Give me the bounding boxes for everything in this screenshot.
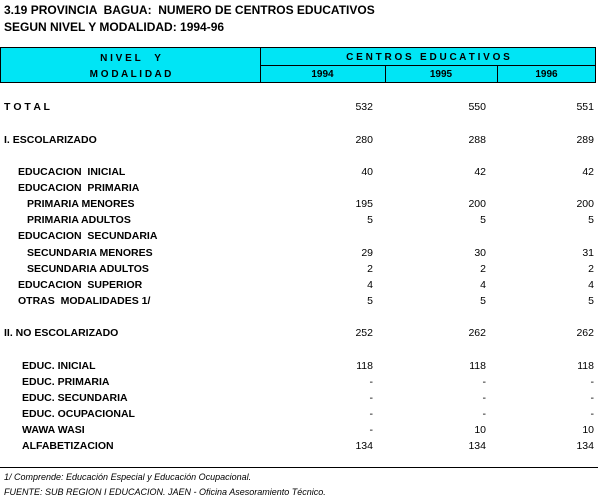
value-1996: 2 [588, 263, 594, 275]
value-1995: 42 [474, 166, 486, 178]
row-label: EDUCACION SECUNDARIA [18, 230, 158, 242]
value-1996: 5 [588, 214, 594, 226]
value-1994: 40 [361, 166, 373, 178]
value-1995: 5 [480, 295, 486, 307]
value-1996: 42 [582, 166, 594, 178]
table-row [0, 230, 598, 246]
header-centros: C E N T R O S E D U C A T I V O S [346, 52, 510, 63]
table-row [0, 279, 598, 295]
footnote: 1/ Comprende: Educación Especial y Educación Ocupacional. [4, 472, 252, 482]
value-1995: 30 [474, 247, 486, 259]
value-1995: 2 [480, 263, 486, 275]
value-1995: 4 [480, 279, 486, 291]
row-label: EDUC. OCUPACIONAL [22, 408, 135, 420]
table-row [0, 424, 598, 440]
value-1994: - [369, 376, 373, 388]
value-1995: 262 [468, 327, 486, 339]
header-modalidad: M O D A L I D A D [89, 69, 172, 80]
value-1996: 10 [582, 424, 594, 436]
value-1996: 551 [576, 101, 594, 113]
value-1994: 134 [355, 440, 373, 452]
value-1996: - [590, 392, 594, 404]
table-row [0, 360, 598, 376]
value-1994: 280 [355, 134, 373, 146]
table-row [0, 214, 598, 230]
row-label: SECUNDARIA MENORES [27, 247, 153, 259]
header-year: 1995 [429, 69, 453, 80]
value-1994: 4 [367, 279, 373, 291]
value-1995: 200 [468, 198, 486, 210]
row-label: II. NO ESCOLARIZADO [4, 327, 119, 339]
header-nivel: N I V E L Y [100, 53, 161, 64]
row-label: WAWA WASI [22, 424, 85, 436]
row-label: EDUCACION PRIMARIA [18, 182, 140, 194]
row-label: I. ESCOLARIZADO [4, 134, 97, 146]
value-1994: 118 [356, 360, 373, 372]
row-label: ALFABETIZACION [22, 440, 114, 452]
value-1996: 289 [576, 134, 594, 146]
row-label: EDUC. PRIMARIA [22, 376, 110, 388]
value-1995: 134 [468, 440, 486, 452]
row-label: PRIMARIA MENORES [27, 198, 135, 210]
value-1995: 288 [468, 134, 486, 146]
table-row [0, 247, 598, 263]
value-1996: - [590, 408, 594, 420]
value-1996: 134 [576, 440, 594, 452]
table-row [0, 408, 598, 424]
row-label: SECUNDARIA ADULTOS [27, 263, 149, 275]
table-row [0, 182, 598, 198]
section-row [0, 134, 598, 150]
table-row [0, 198, 598, 214]
value-1995: - [482, 376, 486, 388]
value-1994: 252 [355, 327, 373, 339]
value-1996: 4 [588, 279, 594, 291]
table-row [0, 440, 598, 456]
section-row [0, 327, 598, 343]
value-1994: - [369, 408, 373, 420]
table-row [0, 263, 598, 279]
value-1994: - [369, 424, 373, 436]
table-row [0, 392, 598, 408]
row-label: PRIMARIA ADULTOS [27, 214, 131, 226]
value-1995: 118 [469, 360, 486, 372]
row-label: EDUC. SECUNDARIA [22, 392, 128, 404]
table-header [0, 47, 596, 83]
value-1994: 532 [355, 101, 373, 113]
value-1996: 200 [576, 198, 594, 210]
value-1995: 10 [474, 424, 486, 436]
header-divider [260, 65, 596, 66]
header-year: 1996 [535, 69, 558, 80]
value-1994: 2 [367, 263, 373, 275]
row-label: EDUCACION SUPERIOR [18, 279, 143, 291]
value-1995: - [482, 408, 486, 420]
row-label: OTRAS MODALIDADES 1/ [18, 295, 151, 307]
value-1994: 5 [367, 295, 373, 307]
value-1996: - [590, 376, 594, 388]
header-year: 1994 [311, 69, 334, 80]
value-1994: 29 [361, 247, 373, 259]
row-label: EDUCACION INICIAL [18, 166, 126, 178]
value-1994: 195 [355, 198, 373, 210]
row-label: T O T A L [4, 101, 50, 113]
value-1995: 550 [468, 101, 486, 113]
row-label: EDUC. INICIAL [22, 360, 96, 372]
value-1996: 262 [576, 327, 594, 339]
table-row [0, 295, 598, 311]
value-1995: 5 [480, 214, 486, 226]
table-row [0, 376, 598, 392]
value-1996: 31 [582, 247, 594, 259]
table-subtitle: SEGUN NIVEL Y MODALIDAD: 1994-96 [4, 20, 225, 34]
total-row [0, 101, 598, 117]
value-1995: - [482, 392, 486, 404]
table-row [0, 166, 598, 182]
source-note: FUENTE: SUB REGION I EDUCACION. JAEN - Oficina Asesoramiento Técnico. [4, 487, 326, 497]
table-title: 3.19 PROVINCIA BAGUA: NUMERO DE CENTROS EDUCATIVOS [4, 3, 375, 17]
value-1996: 118 [577, 360, 594, 372]
value-1996: 5 [588, 295, 594, 307]
footer-rule [0, 467, 598, 468]
value-1994: - [369, 392, 373, 404]
value-1994: 5 [367, 214, 373, 226]
